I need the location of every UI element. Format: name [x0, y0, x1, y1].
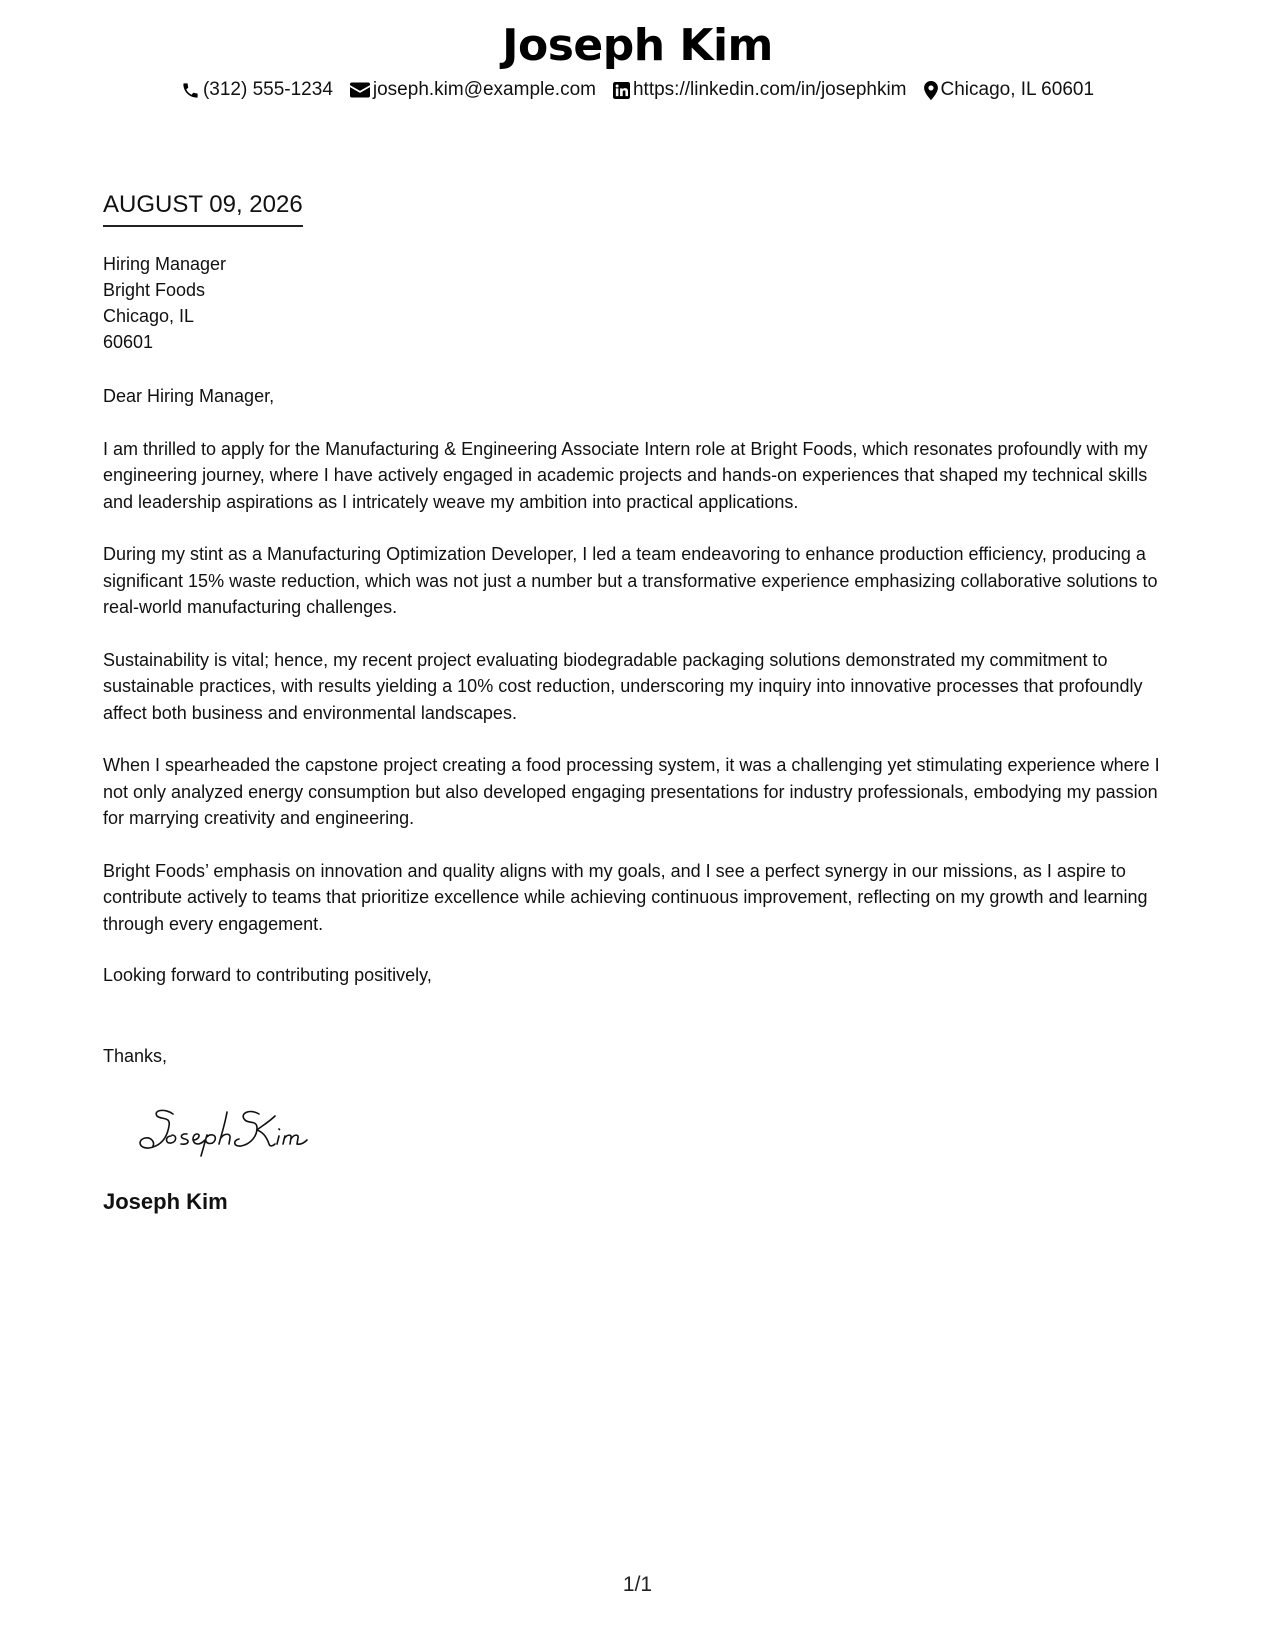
recipient-line: Bright Foods	[103, 280, 206, 300]
page-indicator: 1/1	[622, 1573, 653, 1596]
body-paragraph: When I spearheaded the capstone project creating a food processing system, it was a challenging yet stimulating experience where I not only analyzed energy consumption but also developed engaging presentations for industry professionals, embodying my passion for marrying creativity and engineering.	[103, 755, 1160, 828]
recipient-line: Hiring Manager	[103, 254, 227, 274]
signoff: Thanks,	[103, 1046, 168, 1066]
salutation: Dear Hiring Manager,	[103, 386, 275, 406]
phone-icon	[181, 81, 200, 100]
applicant-name: Joseph Kim	[502, 20, 773, 71]
body-paragraph: Sustainability is vital; hence, my recent project evaluating biodegradable packaging solutions demonstrated my commitment to sustainable practices, with results yielding a 10% cost reduction, underscoring my inquiry into innovative processes that profoundly affect both business and environmental landscapes.	[103, 649, 1143, 723]
contact-bar	[0, 78, 1275, 102]
letter-date: AUGUST 09, 2026	[103, 190, 303, 227]
linkedin-icon	[613, 82, 630, 99]
letter-body	[103, 383, 1178, 963]
contact-email[interactable]	[350, 78, 596, 102]
phone-number: (312) 555-1234	[202, 79, 333, 100]
envelope-icon	[350, 82, 370, 98]
body-paragraph: During my stint as a Manufacturing Optimization Developer, I led a team endeavoring to enhance production efficiency, producing a significant 15% waste reduction, which was not just a number but a transformative experience emphasizing collaborative solutions to real-world manufacturing challenges.	[103, 544, 1158, 617]
contact-phone[interactable]	[181, 78, 333, 102]
closing-line: Looking forward to contributing positively,	[103, 965, 432, 985]
linkedin-url: https://linkedin.com/in/josephkim	[632, 79, 907, 100]
email-address: joseph.kim@example.com	[372, 79, 596, 100]
recipient-line: Chicago, IL	[103, 306, 195, 326]
body-paragraph: Bright Foods’ emphasis on innovation and quality aligns with my goals, and I see a perfect synergy in our missions, as I aspire to contribute actively to teams that prioritize excellence while achieving continuous improvement, reflecting on my growth and learning through every engagement.	[103, 860, 1148, 934]
location-text: Chicago, IL 60601	[940, 79, 1095, 100]
signer-name: Joseph Kim	[103, 1189, 228, 1214]
handwritten-signature	[135, 1102, 335, 1158]
body-paragraph: I am thrilled to apply for the Manufacturing & Engineering Associate Intern role at Bright Foods, which resonates profoundly with my engineering journey, where I have actively engaged in academic projects and hands-on experiences that shaped my technical skills and leadership aspirations as I intricately weave my ambition into practical applications.	[103, 438, 1148, 512]
recipient-block	[103, 251, 226, 355]
recipient-line: 60601	[103, 332, 154, 352]
contact-location	[924, 78, 1095, 102]
contact-linkedin[interactable]	[613, 78, 907, 102]
map-pin-icon	[924, 81, 938, 100]
